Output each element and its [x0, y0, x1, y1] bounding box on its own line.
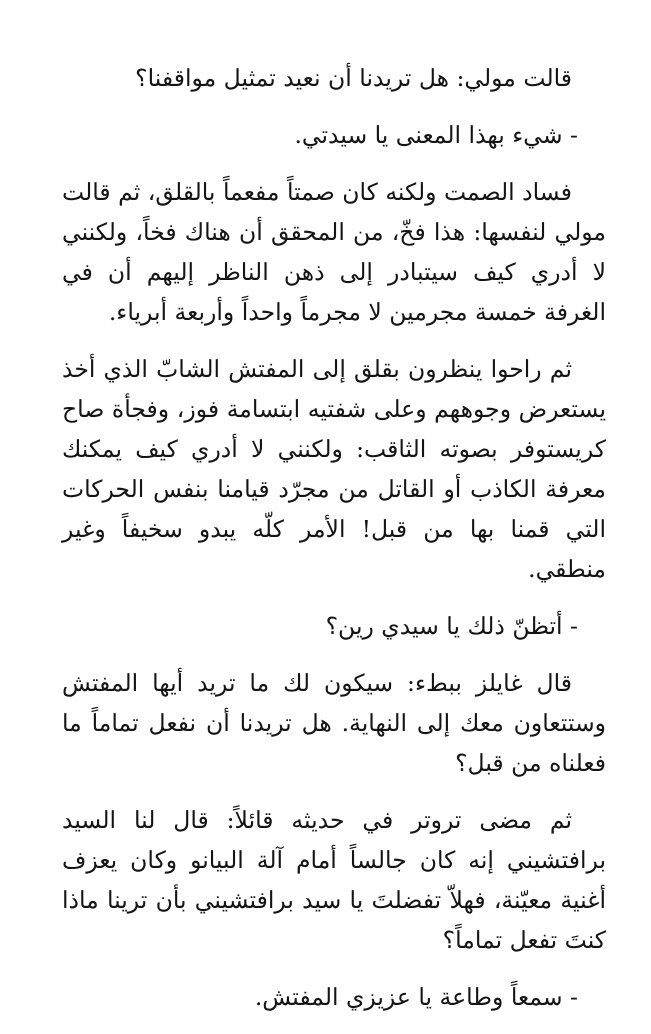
paragraph-molly-question: قالت مولي: هل تريدنا أن نعيد تمثيل مواقفنا؟: [135, 64, 572, 92]
dialogue-line-paravicini-reply: - سمعاً وطاعة يا عزيزي المفتش.: [254, 983, 578, 1011]
dialogue-line-inspector-to-wren: - أتظنّ ذلك يا سيدي رين؟: [325, 612, 578, 640]
dialogue-line-inspector-reply: - شيء بهذا المعنى يا سيدتي.: [294, 121, 578, 149]
paragraph-silence-trap: فساد الصمت ولكنه كان صمتاً مفعماً بالقلق، ثم قالت مولي لنفسها: هذا فخّ، من المحقق أن هناك فخاً، ولكنني لا أدري كيف سيتبادر إلى ذهن الناظر إليهم أن في الغرفة خمسة مجرمين لا مجرماً واحداً وأربعة أبرياء.: [62, 178, 606, 326]
paragraph-christopher-objection: ثم راحوا ينظرون بقلق إلى المفتش الشابّ الذي أخذ يستعرض وجوههم وعلى شفتيه ابتسامة فوز، وفجأة صاح كريستوفر بصوته الثاقب: ولكنني لا أدري كيف يمكنك معرفة الكاذب أو القاتل من مجرّد قيامنا بنفس الحركات التي قمنا بها من قبل! الأمر كلّه يبدو سخيفاً وغير منطقي.: [62, 355, 606, 583]
paragraph-trotter-paravicini: ثم مضى تروتر في حديثه قائلاً: قال لنا السيد برافتشيني إنه كان جالساً أمام آلة البيانو وكان يعزف أغنية معيّنة، فهلاّ تفضلتَ يا سيد برافتشيني بأن ترينا ماذا كنتَ تفعل تماماً؟: [62, 806, 606, 954]
book-page: [62, 58, 606, 1034]
paragraph-giles-agrees: قال غايلز ببطء: سيكون لك ما تريد أيها المفتش وستتعاون معك إلى النهاية. هل تريدنا أن نفعل تماماً ما فعلناه من قبل؟: [62, 669, 606, 777]
